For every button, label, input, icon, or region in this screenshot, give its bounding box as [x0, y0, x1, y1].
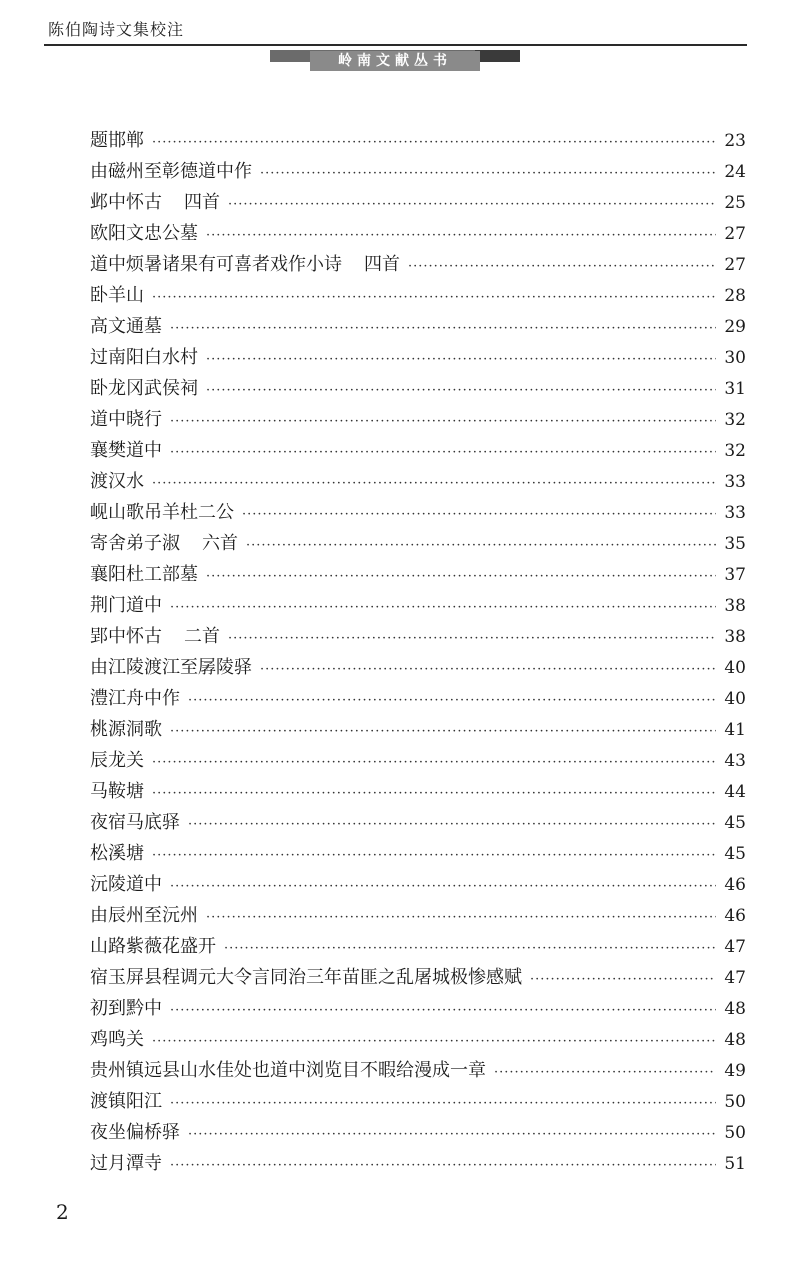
toc-entry-title-text: 题邯郸: [90, 130, 144, 151]
toc-entry-page: 40: [724, 658, 746, 678]
toc-leader-dots: [242, 499, 716, 530]
toc-entry[interactable]: [90, 714, 746, 745]
toc-leader-dots: [188, 809, 716, 840]
toc-entry-title-text: 卧羊山: [90, 285, 144, 306]
toc-entry-page: 49: [724, 1061, 746, 1081]
toc-entry-title: [90, 466, 152, 497]
toc-entry-title-text: 鸡鸣关: [90, 1029, 144, 1050]
toc-entry-title: [90, 1055, 494, 1086]
toc-entry-page: 47: [724, 937, 746, 957]
toc-leader-dots: [206, 344, 716, 375]
toc-entry-title: [90, 156, 260, 187]
toc-entry-title-text: 由辰州至沅州: [90, 905, 198, 926]
toc-entry-title: [90, 311, 170, 342]
toc-entry-title-text: 澧江舟中作: [90, 688, 180, 709]
toc-entry[interactable]: [90, 807, 746, 838]
toc-entry-title: [90, 869, 170, 900]
toc-entry[interactable]: [90, 962, 746, 993]
toc-entry-title: [90, 528, 246, 559]
toc-leader-dots: [260, 158, 716, 189]
toc-entry-title: [90, 652, 260, 683]
toc-entry-page: 44: [724, 782, 746, 802]
toc-entry[interactable]: [90, 435, 746, 466]
toc-entry-page: 46: [724, 875, 746, 895]
toc-entry[interactable]: [90, 776, 746, 807]
toc-entry[interactable]: [90, 621, 746, 652]
page-number: 2: [56, 1200, 69, 1224]
toc-entry[interactable]: [90, 931, 746, 962]
toc-entry-count: 二首: [184, 626, 220, 647]
toc-entry-title: [90, 621, 228, 652]
toc-entry[interactable]: [90, 1148, 746, 1179]
toc-leader-dots: [228, 623, 716, 654]
toc-entry-title: [90, 1024, 152, 1055]
toc-entry-title-text: 辰龙关: [90, 750, 144, 771]
toc-entry[interactable]: [90, 342, 746, 373]
toc-entry-title: [90, 683, 188, 714]
header-rule: [44, 44, 747, 46]
toc-entry-title: [90, 559, 206, 590]
toc-leader-dots: [170, 871, 716, 902]
toc-entry-page: 27: [724, 224, 746, 244]
toc-leader-dots: [152, 127, 716, 158]
toc-entry-page: 29: [724, 317, 746, 337]
toc-entry[interactable]: [90, 125, 746, 156]
toc-entry[interactable]: [90, 280, 746, 311]
toc-leader-dots: [152, 778, 716, 809]
toc-entry[interactable]: [90, 652, 746, 683]
toc-entry-title-text: 郢中怀古: [90, 626, 162, 647]
toc-entry-title-text: 夜宿马底驿: [90, 812, 180, 833]
toc-entry-page: 40: [724, 689, 746, 709]
toc-entry[interactable]: [90, 156, 746, 187]
series-band-accent: [475, 50, 520, 62]
toc-entry-title-text: 邺中怀古: [90, 192, 162, 213]
toc-leader-dots: [170, 995, 716, 1026]
toc-entry-title-text: 襄樊道中: [90, 440, 162, 461]
toc-entry-page: 47: [724, 968, 746, 988]
toc-entry-title: [90, 373, 206, 404]
toc-entry-title: [90, 838, 152, 869]
toc-leader-dots: [170, 1150, 716, 1181]
toc-entry-title-text: 岘山歌吊羊杜二公: [90, 502, 234, 523]
toc-entry-title-text: 渡汉水: [90, 471, 144, 492]
toc-entry-title-text: 贵州镇远县山水佳处也道中浏览目不暇给漫成一章: [90, 1060, 486, 1081]
toc-entry-title: [90, 807, 188, 838]
series-title: 岭南文献丛书: [310, 51, 480, 71]
toc-entry-title: [90, 404, 170, 435]
toc-entry-page: 28: [724, 286, 746, 306]
toc-entry[interactable]: [90, 466, 746, 497]
toc-entry-title-text: 松溪塘: [90, 843, 144, 864]
toc-entry-page: 45: [724, 813, 746, 833]
toc-entry-title: [90, 187, 228, 218]
toc-leader-dots: [170, 437, 716, 468]
toc-entry[interactable]: [90, 559, 746, 590]
toc-entry-page: 43: [724, 751, 746, 771]
toc-leader-dots: [206, 561, 716, 592]
toc-entry-page: 25: [724, 193, 746, 213]
toc-entry-title-text: 荆门道中: [90, 595, 162, 616]
toc-entry-count: 四首: [184, 192, 220, 213]
toc-entry-page: 51: [724, 1154, 746, 1174]
toc-leader-dots: [170, 592, 716, 623]
toc-leader-dots: [188, 685, 716, 716]
toc-entry[interactable]: [90, 1117, 746, 1148]
toc-entry-title-text: 由江陵渡江至孱陵驿: [90, 657, 252, 678]
toc-entry-title-text: 由磁州至彰德道中作: [90, 161, 252, 182]
toc-entry-title-text: 宿玉屏县程调元大令言同治三年苗匪之乱屠城极惨感赋: [90, 967, 522, 988]
toc-leader-dots: [408, 251, 716, 282]
toc-entry-title: [90, 993, 170, 1024]
toc-leader-dots: [224, 933, 716, 964]
toc-leader-dots: [260, 654, 716, 685]
toc-entry-title: [90, 249, 408, 280]
toc-entry[interactable]: [90, 900, 746, 931]
toc-entry-title: [90, 590, 170, 621]
toc-entry-page: 38: [724, 596, 746, 616]
toc-entry-title: [90, 931, 224, 962]
toc-entry[interactable]: [90, 187, 746, 218]
toc-entry-title: [90, 776, 152, 807]
toc-entry-title-text: 欧阳文忠公墓: [90, 223, 198, 244]
toc-entry[interactable]: [90, 745, 746, 776]
toc-leader-dots: [228, 189, 716, 220]
toc-entry[interactable]: [90, 1024, 746, 1055]
toc-entry-page: 38: [724, 627, 746, 647]
toc-entry-title-text: 高文通墓: [90, 316, 162, 337]
toc-entry-page: 32: [724, 410, 746, 430]
toc-leader-dots: [188, 1119, 716, 1150]
toc-entry-page: 50: [724, 1123, 746, 1143]
toc-entry-title: [90, 280, 152, 311]
toc-entry-title-text: 初到黔中: [90, 998, 162, 1019]
toc-entry-title-text: 道中晓行: [90, 409, 162, 430]
toc-entry[interactable]: [90, 218, 746, 249]
toc-leader-dots: [206, 902, 716, 933]
toc-entry-title-text: 道中烦暑诸果有可喜者戏作小诗: [90, 254, 342, 275]
toc-leader-dots: [152, 1026, 716, 1057]
toc-entry-title: [90, 342, 206, 373]
toc-entry-title-text: 襄阳杜工部墓: [90, 564, 198, 585]
toc-entry[interactable]: [90, 590, 746, 621]
toc-entry-page: 32: [724, 441, 746, 461]
toc-entry-title-text: 渡镇阳江: [90, 1091, 162, 1112]
toc-leader-dots: [170, 1088, 716, 1119]
toc-entry-page: 24: [724, 162, 746, 182]
toc-leader-dots: [494, 1057, 716, 1088]
toc-entry[interactable]: [90, 497, 746, 528]
toc-leader-dots: [530, 964, 716, 995]
toc-entry-title: [90, 1117, 188, 1148]
toc-entry-count: 四首: [364, 254, 400, 275]
toc-entry-title-text: 马鞍塘: [90, 781, 144, 802]
toc-entry[interactable]: [90, 869, 746, 900]
toc-entry-page: 31: [724, 379, 746, 399]
toc-entry-page: 45: [724, 844, 746, 864]
toc-entry-title: [90, 745, 152, 776]
toc-entry-title: [90, 1086, 170, 1117]
toc-entry-page: 50: [724, 1092, 746, 1112]
toc-entry-title: [90, 1148, 170, 1179]
toc-leader-dots: [152, 282, 716, 313]
toc-entry-title: [90, 435, 170, 466]
toc-entry[interactable]: [90, 249, 746, 280]
toc-entry-title: [90, 714, 170, 745]
toc-entry-title-text: 山路紫薇花盛开: [90, 936, 216, 957]
toc-entry-title: [90, 125, 152, 156]
toc-entry-page: 48: [724, 1030, 746, 1050]
toc-entry-title-text: 寄舍弟子淑: [90, 533, 180, 554]
toc-leader-dots: [152, 468, 716, 499]
toc-entry-title-text: 沅陵道中: [90, 874, 162, 895]
book-title: 陈伯陶诗文集校注: [48, 20, 185, 39]
toc-entry-title: [90, 218, 206, 249]
toc-entry[interactable]: [90, 311, 746, 342]
toc-entry[interactable]: [90, 683, 746, 714]
toc-leader-dots: [246, 530, 716, 561]
toc-entry-title-text: 卧龙冈武侯祠: [90, 378, 198, 399]
toc-leader-dots: [152, 840, 716, 871]
toc-entry-page: 33: [724, 472, 746, 492]
toc-entry-page: 35: [724, 534, 746, 554]
toc-entry[interactable]: [90, 373, 746, 404]
toc-leader-dots: [170, 313, 716, 344]
toc-entry[interactable]: [90, 838, 746, 869]
toc-entry-title-text: 过南阳白水村: [90, 347, 198, 368]
toc-entry-page: 27: [724, 255, 746, 275]
toc-entry-title: [90, 900, 206, 931]
toc-leader-dots: [206, 220, 716, 251]
toc-entry-title-text: 过月潭寺: [90, 1153, 162, 1174]
toc-entry-page: 23: [724, 131, 746, 151]
toc-entry-title: [90, 497, 242, 528]
toc-entry[interactable]: [90, 993, 746, 1024]
toc-leader-dots: [206, 375, 716, 406]
toc-leader-dots: [170, 716, 716, 747]
toc-entry-title-text: 桃源洞歌: [90, 719, 162, 740]
toc-entry-page: 30: [724, 348, 746, 368]
toc-entry-count: 六首: [202, 533, 238, 554]
toc-entry[interactable]: [90, 528, 746, 559]
toc-leader-dots: [170, 406, 716, 437]
toc-entry-title: [90, 962, 530, 993]
toc-entry-page: 37: [724, 565, 746, 585]
table-of-contents: [90, 125, 746, 1179]
toc-leader-dots: [152, 747, 716, 778]
toc-entry[interactable]: [90, 1055, 746, 1086]
toc-entry-page: 33: [724, 503, 746, 523]
toc-entry[interactable]: [90, 404, 746, 435]
toc-entry-page: 41: [724, 720, 746, 740]
toc-entry[interactable]: [90, 1086, 746, 1117]
toc-entry-page: 48: [724, 999, 746, 1019]
toc-entry-title-text: 夜坐偏桥驿: [90, 1122, 180, 1143]
toc-entry-page: 46: [724, 906, 746, 926]
